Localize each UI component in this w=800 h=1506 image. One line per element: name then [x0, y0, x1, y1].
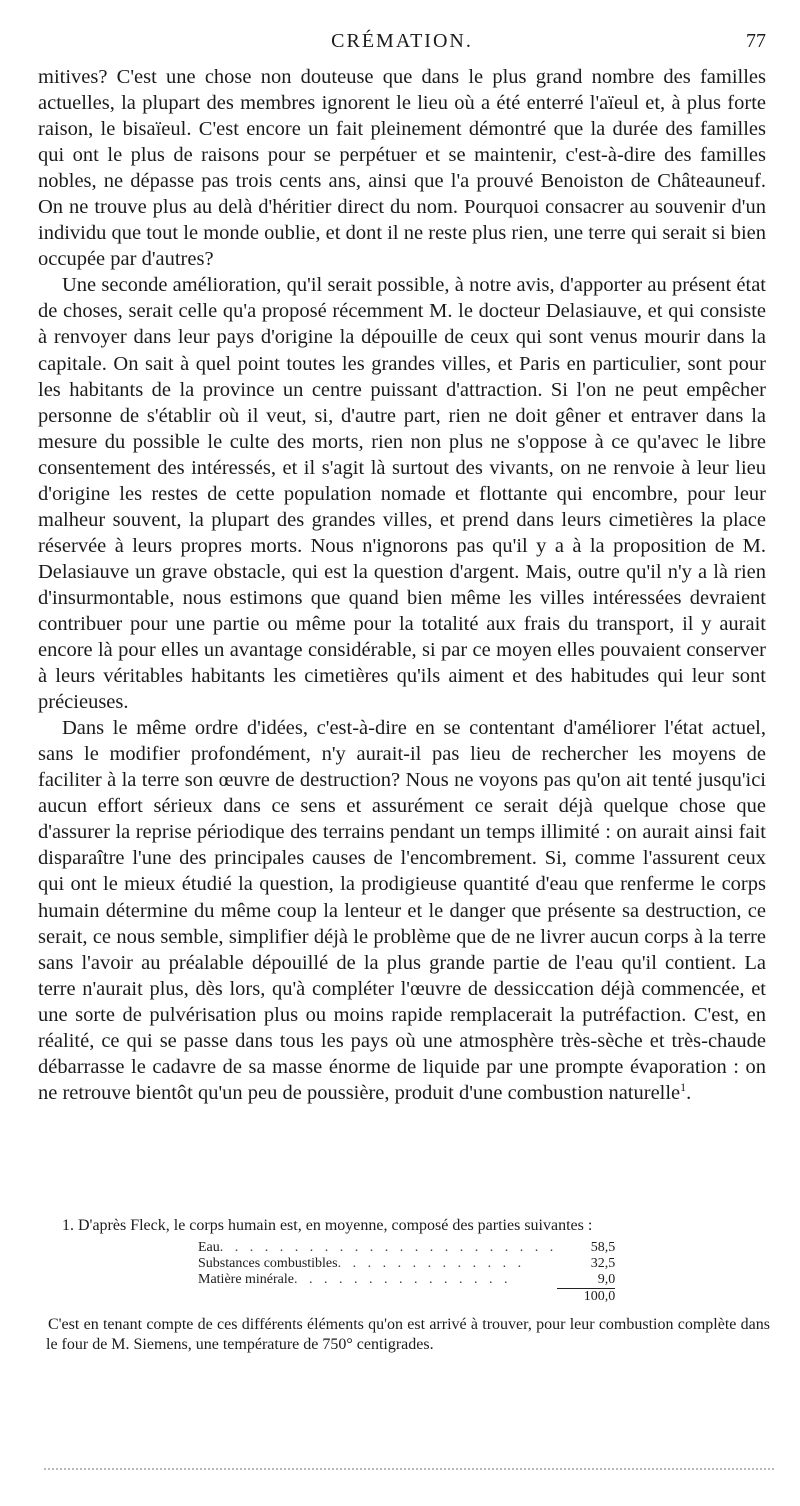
table-row [198, 1256, 615, 1272]
page-header [38, 30, 766, 60]
footnote-outro: C'est en tenant compte de ces différents éléments qu'on est arrivé à trouver, pour leur combustion complète dans le four de M. Siemens, une température de 750° centigrades. [46, 1316, 770, 1353]
paragraph-3-text: Dans le même ordre d'idées, c'est-à-dire en se contentant d'améliorer l'état actuel, sans le modifier profondément, n'y aurait-il pas lieu de rechercher les moyens de faciliter à la terre son œuvre de destruction? Nous ne voyons pas qu'on ait tenté jusqu'ici aucun effort sérieux dans ce sens et assurément ce serait déjà quelque chose que d'assurer la reprise périodique des terrains pendant un temps illimité : on aurait ainsi fait disparaître l'une des principales causes de l'encombrement. Si, comme l'assurent ceux qui ont le mieux étudié la question, la prodigieuse quantité d'eau que renferme le corps humain détermine du même coup la lenteur et le danger que présente sa destruction, ce serait, ce nous semble, simplifier déjà le problème que de ne livrer aucun corps à la terre sans l'avoir au préalable dépouillé de la plus grande partie de l'eau qu'il contient. La terre n'aurait plus, dès lors, qu'à compléter l'œuvre de dessiccation déjà commencée, et une sorte de pulvérisation plus ou moins rapide remplacerait la putréfaction. C'est, en réalité, ce qui se passe dans tous les pays où une atmosphère très-sèche et très-chaude débarrasse le cadavre de sa masse énorme de liquide par une prompte évaporation : on ne retrouve bientôt qu'un peu de poussière, produit d'une combustion naturelle [38, 717, 766, 1104]
table-row [198, 1272, 615, 1289]
dot-leader: . . . . . . . . . . . . . [337, 1256, 526, 1271]
footnote-reference[interactable]: 1 [680, 1080, 687, 1094]
total-value: 100,0 [557, 1289, 615, 1306]
paragraph-3: Dans le même ordre d'idées, c'est-à-dire en se contentant d'améliorer l'état actuel, sans le modifier profondément, n'y aurait-il pas lieu de rechercher les moyens de faciliter à la terre son œuvre de destruction? Nous ne voyons pas qu'on ait tenté jusqu'ici aucun effort sérieux dans ce sens et assurément ce serait déjà quelque chose que d'assurer la reprise périodique des terrains pendant un temps illimité : on aurait ainsi fait disparaître l'une des principales causes de l'encombrement. Si, comme l'assurent ceux qui ont le mieux étudié la question, la prodigieuse quantité d'eau que renferme le corps humain détermine du même coup la lenteur et le danger que présente sa destruction, ce serait, ce nous semble, simplifier déjà le problème que de ne livrer aucun corps à la terre sans l'avoir au préalable dépouillé de la plus grande partie de l'eau qu'il contient. La terre n'aurait plus, dès lors, qu'à compléter l'œuvre de dessiccation déjà commencée, et une sorte de pulvérisation plus ou moins rapide remplacerait la putréfaction. C'est, en réalité, ce qui se passe dans tous les pays où une atmosphère très-sèche et très-chaude débarrasse le cadavre de sa masse énorme de liquide par une prompte évaporation : on ne retrouve bientôt qu'un peu de poussière, produit d'une combustion naturelle$^1$. [38, 717, 766, 1104]
table-row [198, 1240, 615, 1256]
row-value: 32,5 [590, 1256, 616, 1271]
paragraph-2: Une seconde amélioration, qu'il serait possible, à notre avis, d'apporter au présent état de choses, serait celle qu'a proposé récemment M. le docteur Delasiauve, et qui consiste à renvoyer dans leur pays d'origine la dépouille de ceux qui sont venus mourir dans la capitale. On sait à quel point toutes les grandes villes, et Paris en particulier, sont pour les habitants de la province un centre puissant d'attraction. Si l'on ne peut empêcher personne de s'établir où il veut, si, d'autre part, rien ne doit gêner et entraver dans la mesure du possible le culte des morts, rien non plus ne s'oppose à ce qu'avec le libre consentement des intéressés, et il s'agit là surtout des vivants, on ne renvoie à leur lieu d'origine les restes de cette population nomade et flottante qui encombre, pour leur malheur souvent, la plupart des grandes villes, et prend dans leurs cimetières la place réservée à leurs propres morts. Nous n'ignorons pas qu'il y a à la proposition de M. Delasiauve un grave obstacle, qui est la question d'argent. Mais, outre qu'il n'y a là rien d'insurmontable, nous estimons que quand bien même les villes intéressées devraient contribuer pour une partie ou même pour la totalité aux frais du transport, il y aurait encore là pour elles un avantage considérable, si par ce moyen elles pouvaient conserver à leurs véritables habitants les cimetières qu'ils aiment et des habitudes qui leur sont précieuses. [38, 274, 766, 714]
dot-leader: . . . . . . . . . . . . . . . . . . . . . . . [219, 1240, 558, 1255]
paragraph-1: mitives? C'est une chose non douteuse que dans le plus grand nombre des familles actuelles, la plupart des membres ignorent le lieu où a été enterré l'aïeul et, à plus forte raison, le bisaïeul. C'est encore un fait pleinement démontré que la durée des familles qui ont le plus de raisons pour se perpétuer et se maintenir, c'est-à-dire des familles nobles, ne dépasse pas trois cents ans, ainsi que l'a prouvé Benoiston de Châteauneuf. On ne trouve plus au delà d'héritier direct du nom. Pourquoi consacrer au souvenir d'un individu que tout le monde oublie, et dont il ne reste plus rien, une terre qui serait si bien occupée par d'autres? [38, 66, 766, 271]
row-value: 9,0 [597, 1272, 616, 1287]
row-label: Eau [198, 1240, 220, 1255]
body-text [38, 64, 766, 1106]
footnote-intro: 1. D'après Fleck, le corps humain est, en moyenne, composé des parties suivantes : [62, 1217, 593, 1234]
footnote [46, 1216, 770, 1355]
dot-leader: . . . . . . . . . . . . . . . [294, 1272, 512, 1288]
composition-table [198, 1240, 615, 1305]
total-row [198, 1289, 615, 1306]
row-label: Substances combustibles [198, 1256, 338, 1271]
page-number: 77 [746, 30, 766, 52]
running-title: CRÉMATION. [331, 30, 473, 52]
row-label: Matière minérale [198, 1272, 295, 1288]
row-value: 58,5 [590, 1240, 616, 1255]
print-artifact-divider [44, 1468, 774, 1474]
